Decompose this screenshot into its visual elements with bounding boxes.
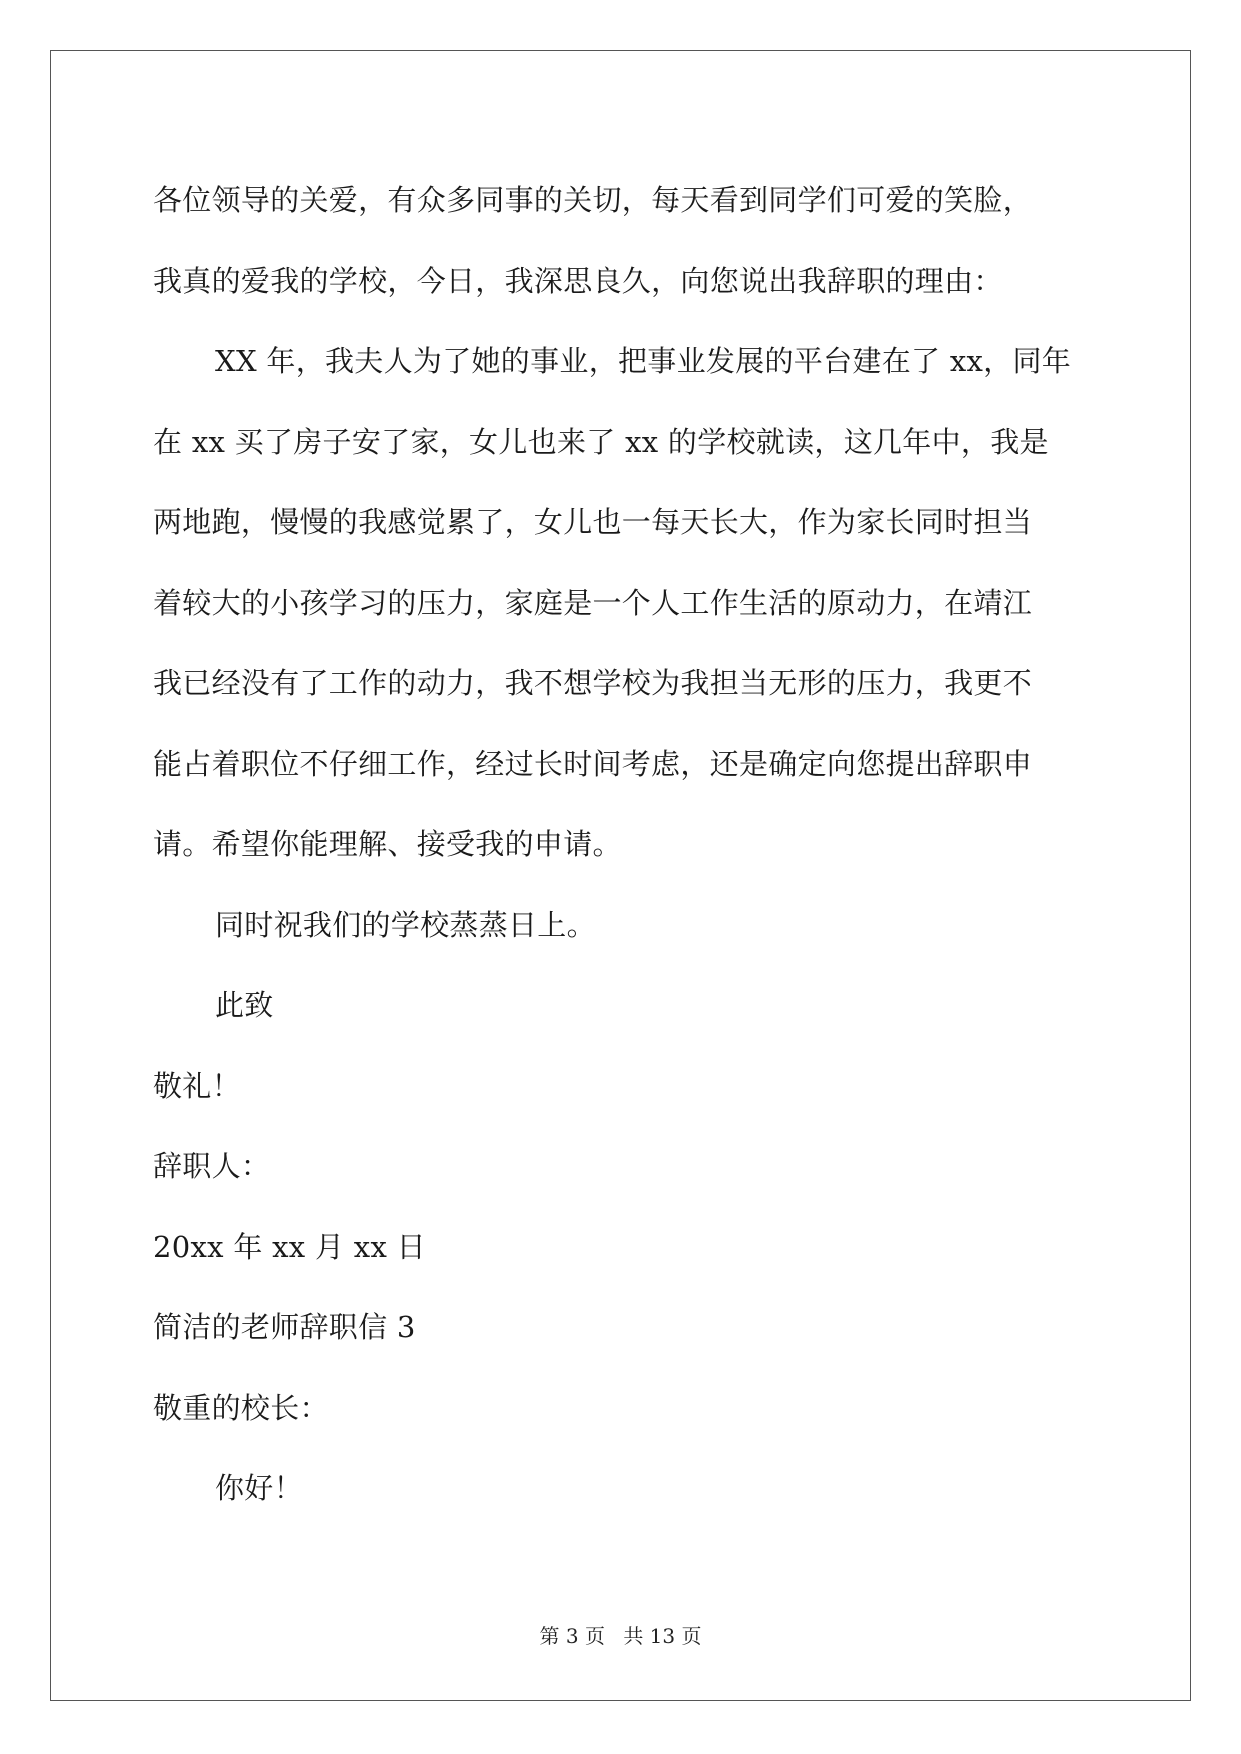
page-number: 第 3 页 [539,1624,605,1648]
greeting: 你好！ [215,1471,303,1505]
text-line: 在 xx 买了房子安了家，女儿也来了 xx 的学校就读，这几年中，我是 [153,424,1049,459]
document-body [153,160,1093,1529]
text-line: 两地跑，慢慢的我感觉累了，女儿也一每天长大，作为家长同时担当 [153,505,1033,539]
text-line: 着较大的小孩学习的压力，家庭是一个人工作生活的原动力，在靖江 [153,585,1033,620]
greeting-addressee: 敬重的校长： [153,1390,329,1425]
text-line: 请。希望你能理解、接受我的申请。 [153,827,622,861]
page-total: 共 13 页 [623,1624,702,1648]
closing-regards: 敬礼！ [153,1068,241,1103]
section-title: 简洁的老师辞职信 3 [153,1310,416,1344]
text-line: 同时祝我们的学校蒸蒸日上。 [215,907,596,942]
text-line: XX 年，我夫人为了她的事业，把事业发展的平台建在了 xx，同年 [215,344,1072,378]
closing-salutation: 此致 [215,988,274,1022]
signature-label: 辞职人： [153,1149,271,1183]
text-line: 能占着职位不仔细工作，经过长时间考虑，还是确定向您提出辞职申 [153,746,1033,781]
text-line: 我已经没有了工作的动力，我不想学校为我担当无形的压力，我更不 [153,666,1033,700]
text-line: 各位领导的关爱，有众多同事的关切，每天看到同学们可爱的笑脸， [153,183,1033,217]
page-footer [0,1620,1241,1649]
date-line: 20xx 年 xx 月 xx 日 [153,1229,426,1264]
text-line: 我真的爱我的学校，今日，我深思良久，向您说出我辞职的理由： [153,263,1003,298]
